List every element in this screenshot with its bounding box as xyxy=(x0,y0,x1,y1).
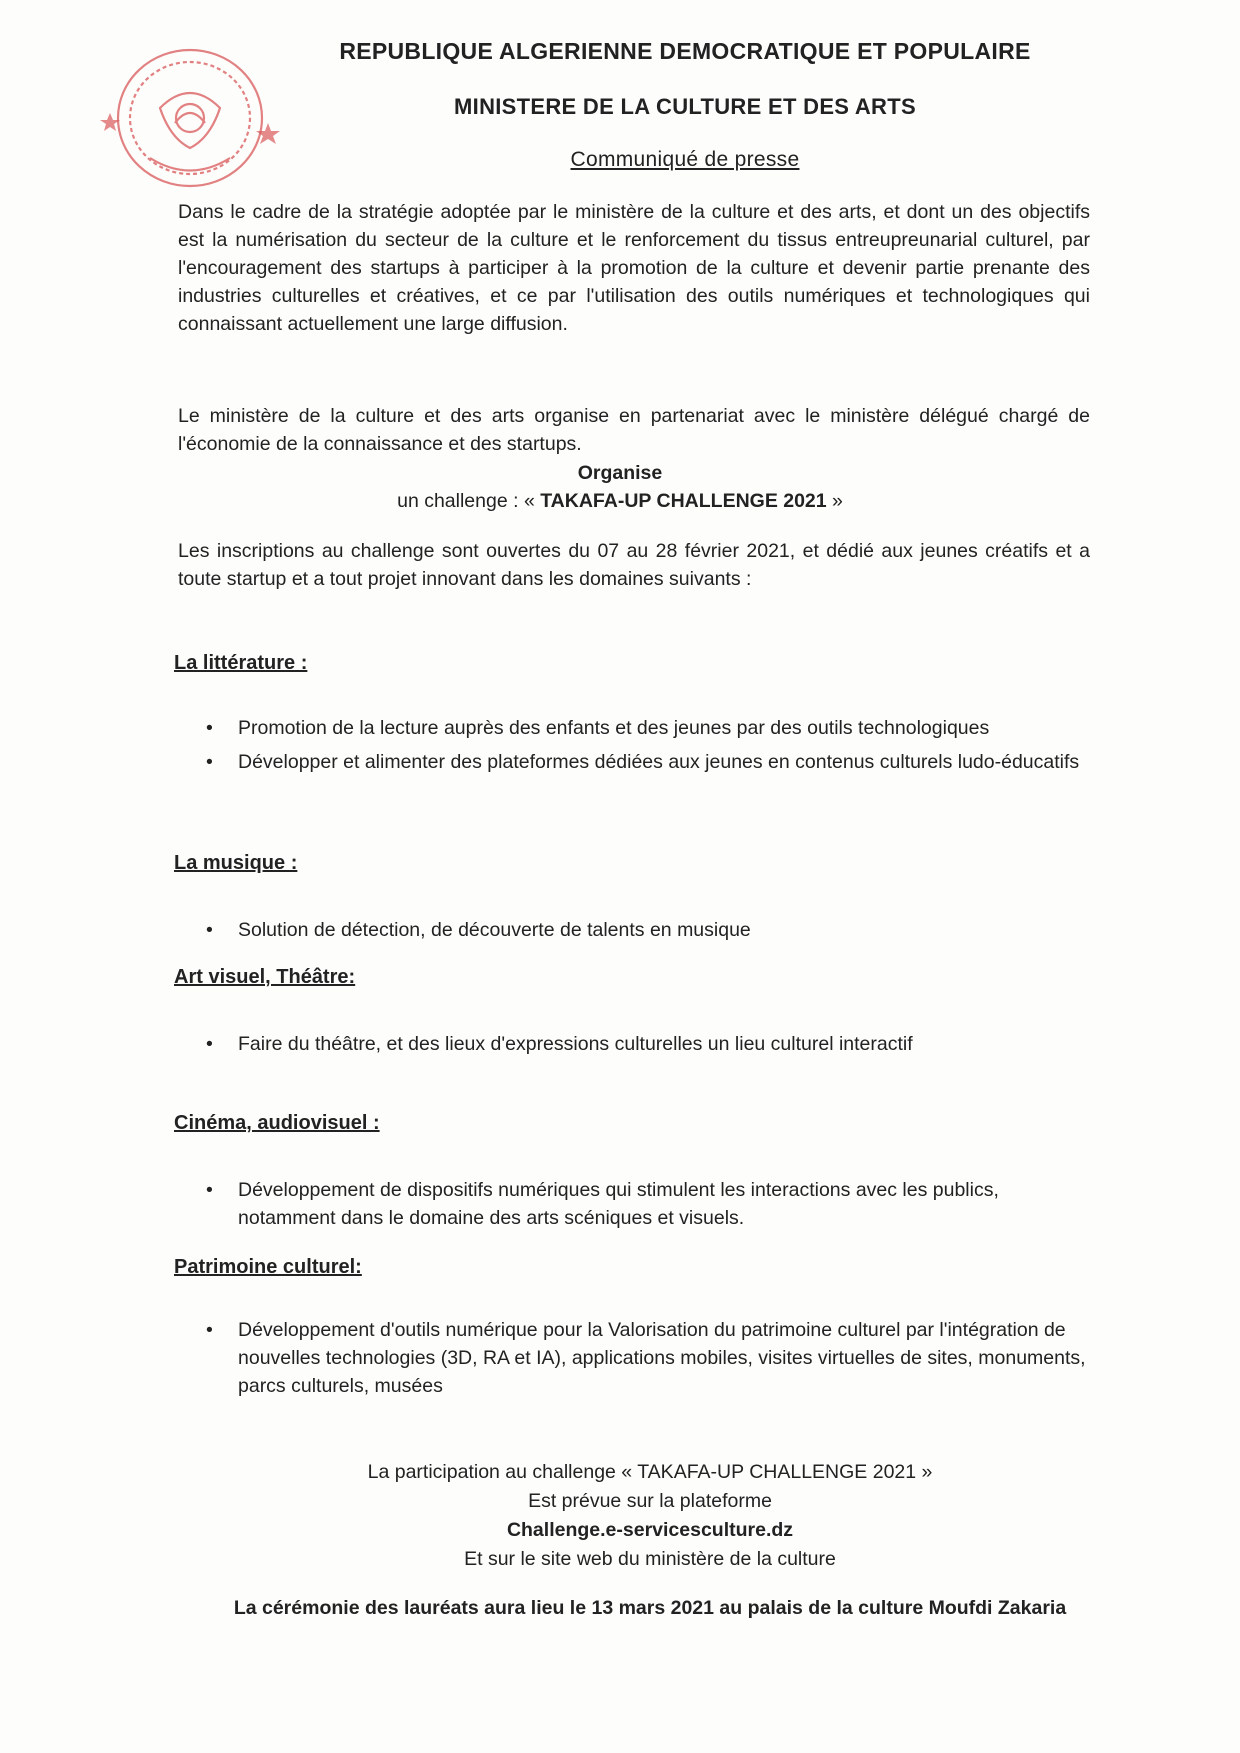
list-item: • Solution de détection, de découverte de talents en musique xyxy=(168,916,1088,944)
intro-paragraph-3: Les inscriptions au challenge sont ouvertes du 07 au 28 février 2021, et dédié aux jeunes créatifs et a toute startup et a tout projet innovant dans les domaines suivants : xyxy=(178,540,1090,590)
challenge-suffix: » xyxy=(832,490,843,512)
intro-paragraph-2: Le ministère de la culture et des arts organise en partenariat avec le ministère délégué chargé de l'économie de la connaissance et des startups. xyxy=(178,405,1090,455)
bullet-icon: • xyxy=(206,1033,213,1055)
section-title-litterature: La littérature : xyxy=(174,652,308,674)
bullet-icon: • xyxy=(206,919,213,941)
ministry-heading: MINISTERE DE LA CULTURE ET DES ARTS xyxy=(454,94,916,119)
intro-paragraph-1: Dans le cadre de la stratégie adoptée par le ministère de la culture et des arts, et dont un des objectifs est la numérisation du secteur de la culture et le renforcement du tissus entreupreunarial culturel, par l'encouragement des startups à participer à la promotion de la culture et devenir partie prenante des industries culturelles et créatives, et ce par l'utilisation des outils numériques et technologiques qui connaissant actuellement une large diffusion. xyxy=(178,201,1090,335)
challenge-prefix: un challenge : « xyxy=(397,490,535,512)
participation-line: La participation au challenge « TAKAFA-UP CHALLENGE 2021 » xyxy=(367,1461,933,1483)
section-list-patrimoine xyxy=(168,1316,1088,1400)
list-item: • Promotion de la lecture auprès des enfants et des jeunes par des outils technologiques xyxy=(168,714,1088,742)
website-line: Et sur le site web du ministère de la culture xyxy=(464,1548,836,1570)
republic-heading: REPUBLIQUE ALGERIENNE DEMOCRATIQUE ET POPULAIRE xyxy=(339,38,1031,64)
list-item: • Développement de dispositifs numériques qui stimulent les interactions avec les publics, notamment dans le domaine des arts scéniques et visuels. xyxy=(168,1176,1088,1232)
section-title-patrimoine: Patrimoine culturel: xyxy=(174,1256,362,1278)
section-title-art-visuel: Art visuel, Théâtre: xyxy=(174,966,356,988)
section-title-musique: La musique : xyxy=(174,852,298,874)
section-title-cinema: Cinéma, audiovisuel : xyxy=(174,1112,380,1134)
organise-label: Organise xyxy=(577,462,663,484)
bullet-icon: • xyxy=(206,717,213,739)
ceremony-announcement: La cérémonie des lauréats aura lieu le 13 mars 2021 au palais de la culture Moufdi Zakaria xyxy=(233,1597,1067,1619)
platform-line: Est prévue sur la plateforme xyxy=(528,1490,772,1512)
document-type-title: Communiqué de presse xyxy=(570,148,800,171)
list-item: • Développement d'outils numérique pour la Valorisation du patrimoine culturel par l'intégration de nouvelles technologies (3D, RA et IA), applications mobiles, visites virtuelles de sites, monuments, parcs culturels, musées xyxy=(168,1316,1088,1400)
bullet-icon: • xyxy=(206,1179,213,1201)
section-list-art-visuel xyxy=(168,1030,1088,1058)
list-item: • Faire du théâtre, et des lieux d'expressions culturelles un lieu culturel interactif xyxy=(168,1030,1088,1058)
platform-url: Challenge.e-servicesculture.dz xyxy=(506,1519,794,1541)
challenge-name: TAKAFA-UP CHALLENGE 2021 xyxy=(540,490,827,512)
section-list-musique xyxy=(168,916,1088,944)
challenge-line xyxy=(0,488,1240,515)
section-list-litterature xyxy=(168,714,1088,776)
participation-block xyxy=(0,1458,1240,1574)
list-item: • Développer et alimenter des plateformes dédiées aux jeunes en contenus culturels ludo-éducatifs xyxy=(168,748,1088,776)
bullet-icon: • xyxy=(206,1319,213,1341)
section-list-cinema xyxy=(168,1176,1088,1232)
bullet-icon: • xyxy=(206,751,213,773)
